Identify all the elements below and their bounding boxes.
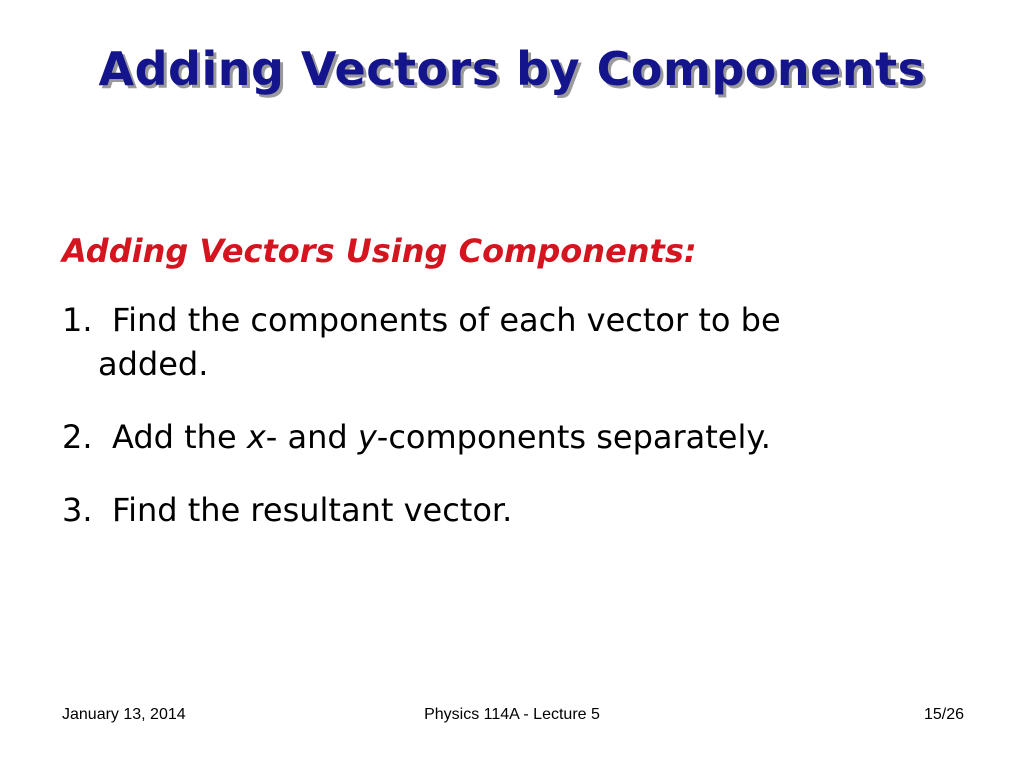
step-text [112, 418, 771, 456]
footer-page-number: 15/26 [923, 706, 964, 723]
step-item-2 [62, 415, 962, 459]
slide-title: Adding Vectors by Components [98, 42, 926, 96]
step-text: Find the resultant vector. [112, 491, 513, 529]
footer-course: Physics 114A - Lecture 5 [424, 706, 600, 723]
step-text-part: - and [265, 418, 358, 456]
variable-y: y [357, 418, 377, 456]
section-subheading: Adding Vectors Using Components: [62, 232, 697, 270]
step-text-line: added. [98, 345, 209, 383]
variable-x: x [246, 418, 266, 456]
step-number: 1. [62, 301, 93, 339]
step-number: 2. [62, 418, 93, 456]
step-text-part: -components separately. [376, 418, 771, 456]
step-number: 3. [62, 491, 93, 529]
slide-content [62, 226, 962, 561]
step-text-line: Find the components of each vector to be [112, 301, 781, 339]
step-text-part: Add the [112, 418, 247, 456]
footer-date: January 13, 2014 [62, 706, 186, 723]
step-item-3 [62, 488, 962, 532]
step-text [98, 301, 962, 386]
step-item-1 [62, 298, 962, 386]
